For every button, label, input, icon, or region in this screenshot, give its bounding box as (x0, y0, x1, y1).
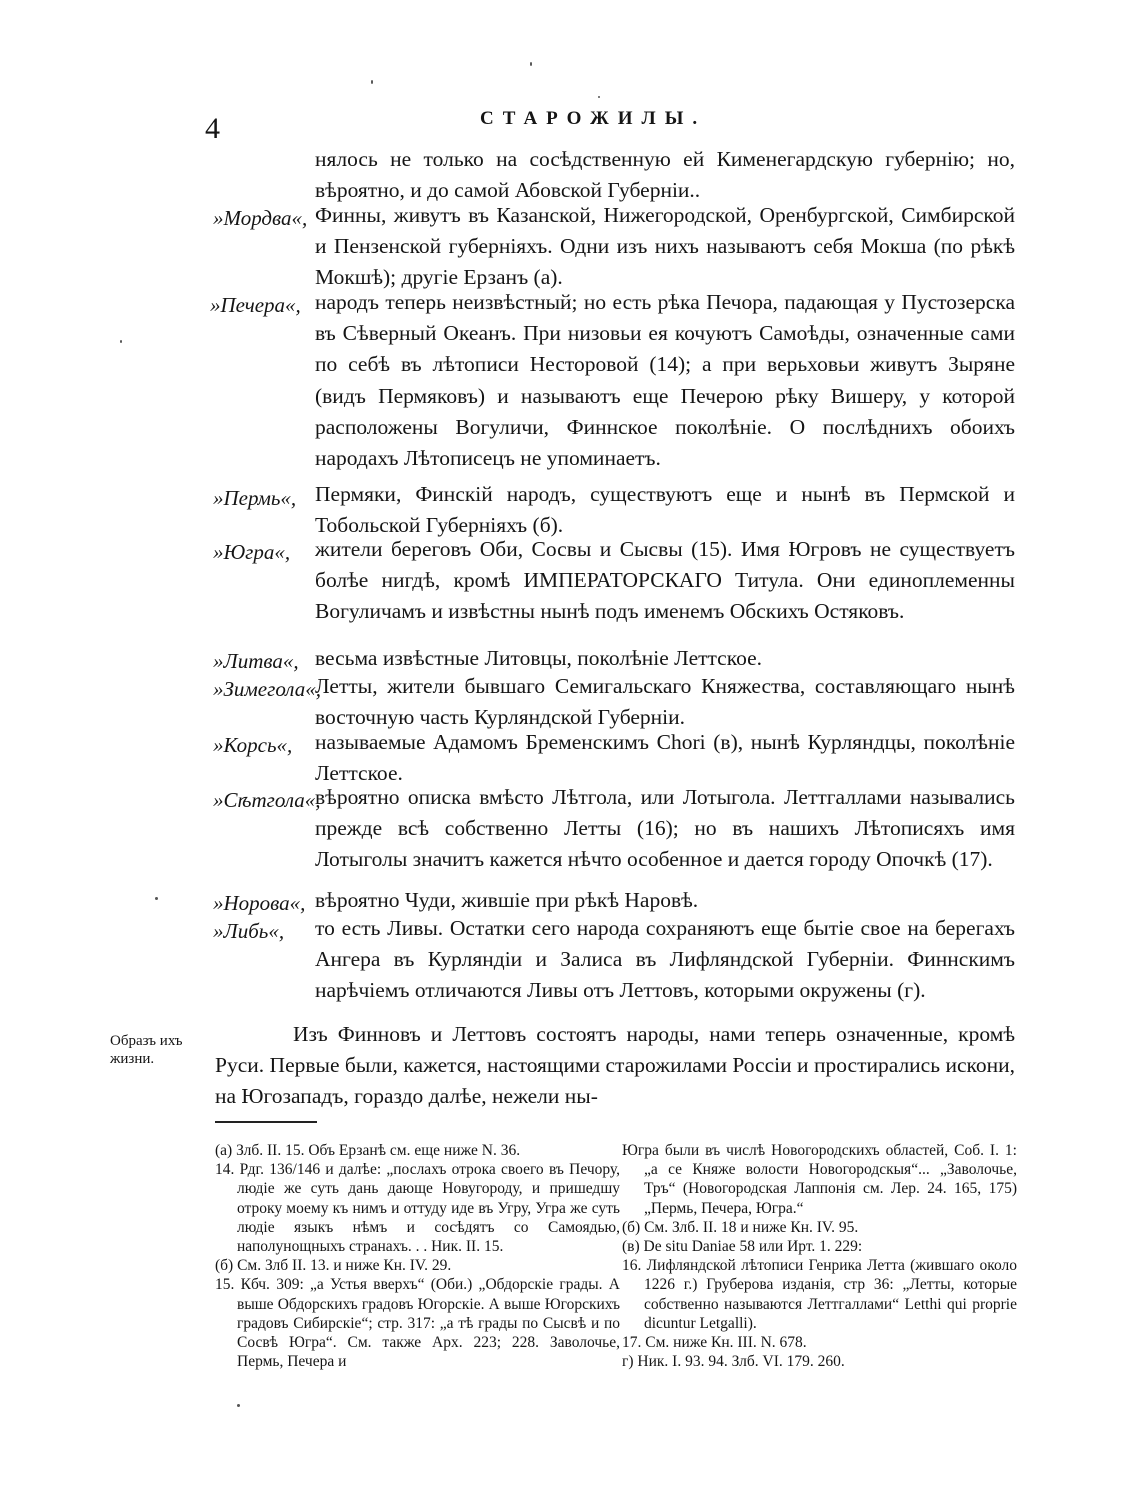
footnote: 15. Кбч. 309: „а Устья вверхъ“ (Оби.) „Обдорскіе грады. А выше Обдорскихъ градовъ Югорскіе. А выше Югорскихъ градовъ Сибирскіе“; стр. 317: „а тѣ грады по Сысвѣ и по Сосвѣ Югра“. См. также Арх. 223; 228. Заволочье, Пермь, Печера и (215, 1276, 620, 1371)
entry-text: жители береговъ Оби, Сосвы и Сысвы (15). Имя Югровъ не существуетъ болѣе нигдѣ, кромѣ ИМПЕРАТОРСКАГО Титула. Они единоплеменны Вогуличамъ и извѣстны нынѣ подъ именемъ Обскихъ Остяковъ. (315, 537, 1015, 624)
entry-term: »Либь«, (213, 919, 285, 943)
scan-speck (371, 80, 373, 84)
entry-text: то есть Ливы. Остатки сего народа сохраняютъ еще бытіе свое на берегахъ Ангера въ Курляндіи и Залиса въ Лифляндской Губерніи. Финнскимъ нарѣчіемъ отличаются Ливы отъ Леттовъ, которыми окружены (г). (315, 916, 1015, 1003)
entry-term: »Сѣтгола«, (213, 788, 321, 812)
footnote-rule (215, 1121, 317, 1123)
footnote: г) Ник. I. 93. 94. Злб. VI. 179. 260. (622, 1353, 845, 1371)
entry-text: народъ теперь неизвѣстный; но есть рѣка Печора, падающая у Пустозерска въ Сѣверный Океанъ. При низовьи ея кочуютъ Самоѣды, означенные сами по себѣ въ лѣтописи Несторовой (14); а при верьховьи живутъ Зыряне (видъ Пермяковъ) и называютъ еще Печерою рѣку Вишеру, у которой расположены Вогуличи, Финнское поколѣніе. О послѣднихъ обоихъ народахъ Лѣтописецъ не упоминаетъ. (315, 290, 1015, 471)
footnotes-left-column (215, 1141, 620, 1371)
entry-text: Финны, живутъ въ Казанской, Нижегородской, Оренбургской, Симбирской и Пензенской губерніяхъ. Одни изъ нихъ называютъ себя Мокша (по рѣкѣ Мокшѣ); другіе Ерзанъ (а). (315, 203, 1015, 290)
scan-speck (530, 62, 532, 66)
footnote: (в) De situ Daniae 58 или Ирт. 1. 229: (622, 1238, 863, 1256)
entry-term: »Югра«, (213, 540, 291, 564)
footnotes-right-column (622, 1141, 1017, 1371)
entry-term: »Литва«, (213, 649, 299, 673)
footnote: (а) Злб. II. 15. Объ Ерзанѣ см. еще ниже N. 36. (215, 1142, 521, 1159)
entry-text: нялось не только на сосѣдственную ей Кименегардскую губернію; но, вѣроятно, и до самой Абовской Губерніи.. (315, 147, 1015, 203)
footnote: 14. Рдг. 136/146 и далѣе: „послахъ отрока своего въ Печору, людіе же суть дань дающе Новугороду, и пришедшу отроку моему къ нимъ и оттуду иде въ Угру, Угра же суть людіе языкъ нѣмъ и сосѣдятъ со Самоядью, наполунощныхъ странахъ. . . Ник. II. 15. (215, 1161, 620, 1256)
entry-term: »Пермь«, (213, 486, 297, 510)
entry-text: Летты, жители бывшаго Семигальскаго Княжества, составляющаго нынѣ восточную часть Курляндской Губерніи. (315, 674, 1015, 730)
footnote: 16. Лифляндской лѣтописи Генрика Летта (жившаго около 1226 г.) Груберова изданія, стр 36: „Летты, которые собственно называются Леттгаллами“ Letthi qui proprie dicuntur Letgalli). (622, 1257, 1017, 1332)
footnote: (б) См. Злб II. 13. и ниже Кн. IV. 29. (215, 1257, 452, 1275)
running-head: СТАРОЖИЛЫ. (480, 108, 707, 129)
entry-term: »Зимегола«, (213, 677, 321, 701)
margin-note: Образъ ихъ жизни. (110, 1033, 183, 1067)
footnote: Югра были въ числѣ Новогородскихъ областей, Соб. I. 1: „а се Княже волости Новогородскыя“... „Заволочье, Тръ“ (Новогородская Лаппонія см. Лер. 24. 165, 175) „Пермь, Печера, Югра.“ (622, 1142, 1017, 1217)
footnote: (б) См. Злб. II. 18 и ниже Кн. IV. 95. (622, 1218, 859, 1236)
scan-speck (120, 340, 122, 343)
scan-speck (155, 897, 158, 900)
entry-term: »Корсь«, (213, 733, 293, 757)
scan-speck (598, 96, 600, 98)
scan-speck (237, 1404, 240, 1407)
entry-term: »Норова«, (213, 891, 306, 915)
entry-text: вѣроятно описка вмѣсто Лѣтгола, или Лотыгола. Леттгаллами назывались прежде всѣ собственно Летты (16); но въ нашихъ Лѣтописяхъ имя Лотыголы значитъ кажется нѣчто особенное и дается городу Опочкѣ (17). (315, 785, 1015, 872)
entry-text: вѣроятно Чуди, жившіе при рѣкѣ Наровѣ. (315, 888, 699, 912)
body-paragraph: Изъ Финновъ и Леттовъ состоятъ народы, нами теперь означенные, кромѣ Руси. Первые были, кажется, настоящими старожилами Россіи и простирались искони, на Югозападъ, гораздо далѣе, нежели ны- (215, 1022, 1015, 1109)
entry-text: весьма извѣстные Литовцы, поколѣніе Леттское. (315, 646, 762, 670)
page-number: 4 (205, 112, 220, 145)
entry-term: »Печера«, (210, 293, 301, 317)
entry-text: Пермяки, Финскій народъ, существуютъ еще и нынѣ въ Пермской и Тобольской Губерніяхъ (б). (315, 482, 1015, 538)
entry-text: называемые Адамомъ Бременскимъ Chori (в), нынѣ Курляндцы, поколѣніе Леттское. (315, 730, 1015, 786)
entry-term: »Мордва«, (213, 206, 308, 230)
footnote: 17. См. ниже Кн. III. N. 678. (622, 1334, 807, 1352)
